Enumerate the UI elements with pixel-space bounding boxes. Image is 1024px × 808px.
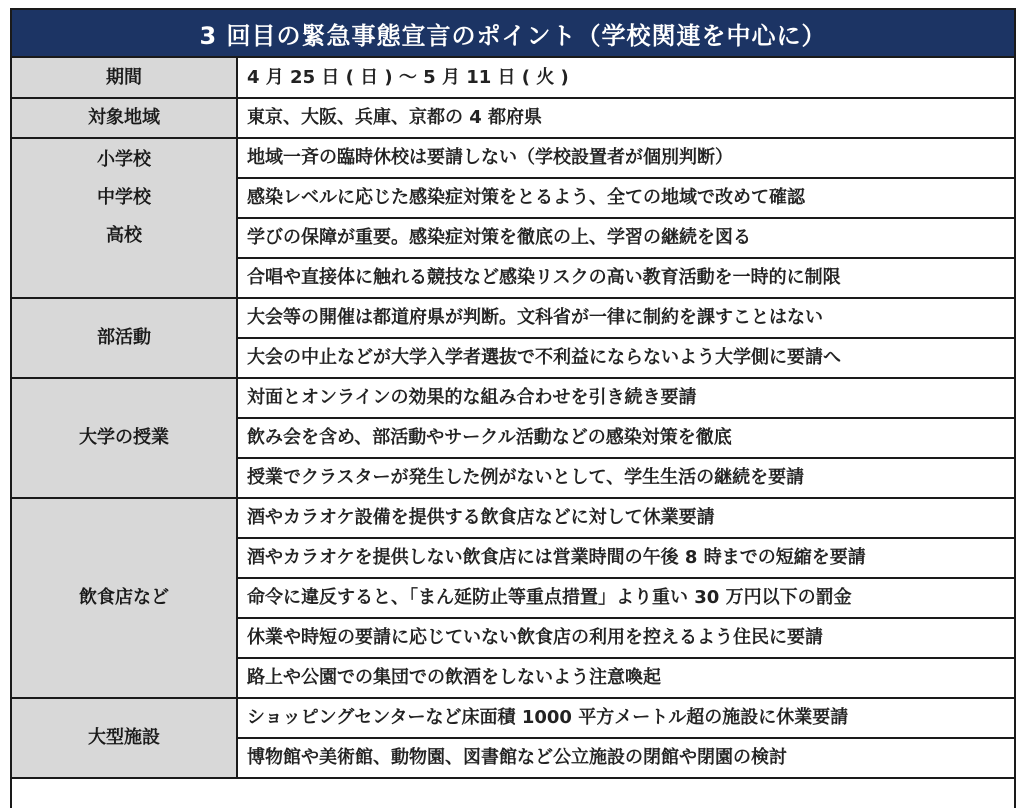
- table-cell: 授業でクラスターが発生した例がないとして、学生生活の継続を要請: [237, 458, 1014, 498]
- page-title: 3 回目の緊急事態宣言のポイント（学校関連を中心に）: [12, 10, 1014, 58]
- row-label-club-activities: 部活動: [12, 298, 237, 378]
- points-table-frame: [10, 8, 1016, 808]
- table-cell: 飲み会を含め、部活動やサークル活動などの感染対策を徹底: [237, 418, 1014, 458]
- table-cell: 命令に違反すると、「まん延防止等重点措置」より重い 30 万円以下の罰金: [237, 578, 1014, 618]
- row-label-period: 期間: [12, 58, 237, 98]
- points-table: [12, 58, 1014, 779]
- row-label-large-facilities: 大型施設: [12, 698, 237, 778]
- table-row: [12, 98, 1014, 138]
- table-cell: 4 月 25 日 ( 日 ) ～ 5 月 11 日 ( 火 ): [237, 58, 1014, 98]
- table-cell: 酒やカラオケ設備を提供する飲食店などに対して休業要請: [237, 498, 1014, 538]
- table-cell: 東京、大阪、兵庫、京都の 4 都府県: [237, 98, 1014, 138]
- row-label-target-area: 対象地域: [12, 98, 237, 138]
- row-label-university-classes: 大学の授業: [12, 378, 237, 498]
- table-cell: 大会の中止などが大学入学者選抜で不利益にならないよう大学側に要請へ: [237, 338, 1014, 378]
- row-label-line: 高校: [106, 225, 142, 246]
- table-cell: 休業や時短の要請に応じていない飲食店の利用を控えるよう住民に要請: [237, 618, 1014, 658]
- table-cell: 路上や公園での集団での飲酒をしないよう注意喚起: [237, 658, 1014, 698]
- row-label-schools: [12, 138, 237, 298]
- table-cell: 学びの保障が重要。感染症対策を徹底の上、学習の継続を図る: [237, 218, 1014, 258]
- table-cell: 地域一斉の臨時休校は要請しない（学校設置者が個別判断）: [237, 138, 1014, 178]
- row-label-restaurants: 飲食店など: [12, 498, 237, 698]
- table-row: [12, 378, 1014, 418]
- table-cell: 合唱や直接体に触れる競技など感染リスクの高い教育活動を一時的に制限: [237, 258, 1014, 298]
- table-row: [12, 298, 1014, 338]
- table-row: [12, 698, 1014, 738]
- row-label-line: 中学校: [97, 187, 151, 208]
- table-cell: ショッピングセンターなど床面積 1000 平方メートル超の施設に休業要請: [237, 698, 1014, 738]
- table-row: [12, 138, 1014, 178]
- table-row: [12, 58, 1014, 98]
- table-row: [12, 498, 1014, 538]
- table-cell: 感染レベルに応じた感染症対策をとるよう、全ての地域で改めて確認: [237, 178, 1014, 218]
- table-cell: 博物館や美術館、動物園、図書館など公立施設の閉館や閉園の検討: [237, 738, 1014, 778]
- row-label-line: 小学校: [97, 149, 151, 170]
- table-cell: 酒やカラオケを提供しない飲食店には営業時間の午後 8 時までの短縮を要請: [237, 538, 1014, 578]
- table-cell: 大会等の開催は都道府県が判断。文科省が一律に制約を課すことはない: [237, 298, 1014, 338]
- table-cell: 対面とオンラインの効果的な組み合わせを引き続き要請: [237, 378, 1014, 418]
